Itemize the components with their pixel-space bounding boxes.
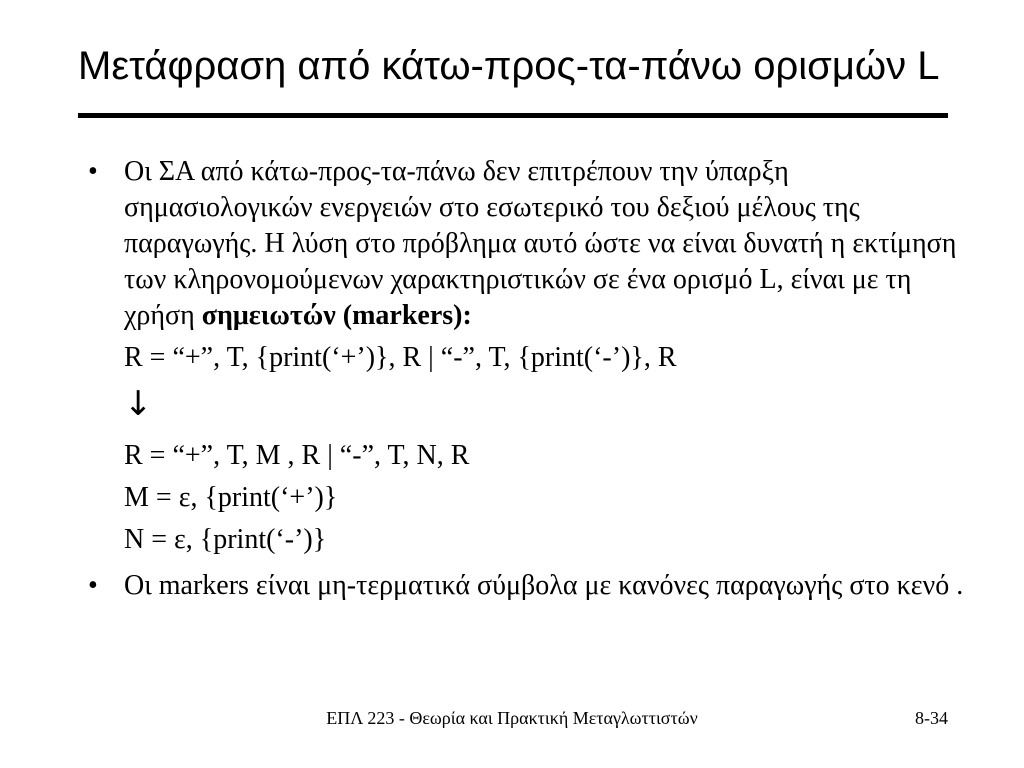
bullet-icon: • [88,156,98,187]
grammar-rule-rewritten: R = “+”, T, M , R | “-”, T, N, R [124,440,470,471]
bullet-bold-text: σημειωτών (markers): [201,300,472,331]
spacer [88,426,968,432]
title-underline [78,113,948,118]
bullet-text: Οι markers είναι μη-τερματικά σύμβολα με κανόνες παραγωγής στο κενό . [124,570,964,601]
bullet-item-markers-intro [88,154,968,334]
footer-course-title: ΕΠΛ 223 - Θεωρία και Πρακτική Μεταγλωττιστών [326,708,698,728]
bullet-text: Οι ΣΑ από κάτω-προς-τα-πάνω δεν επιτρέπουν την ύπαρξη σημασιολογικών ενεργειών στο εσωτερικό του δεξιού μέλους της παραγωγής. Η λύση στο πρόβλημα αυτό ώστε να είναι δυνατή η εκτίμηση των κληρονομούμενων χαρακτηριστικών σε ένα ορισμό L, είναι με τη χρήση [124,156,957,331]
slide-title: Μετάφραση από κάτω-προς-τα-πάνω ορισμών L [78,44,940,88]
down-arrow-icon: ↓ [124,384,153,424]
footer-page-number: 8-34 [915,708,948,728]
bullet-icon: • [88,570,98,601]
grammar-rule-original: R = “+”, T, {print(‘+’)}, R | “-”, T, {print(‘-’)}, R [124,342,677,373]
slide-content [88,154,968,604]
grammar-rule-m: M = ε, {print(‘+’)} [124,482,338,513]
bullet-item-markers-definition [88,568,968,604]
grammar-rule-n: N = ε, {print(‘-’)} [124,524,327,555]
